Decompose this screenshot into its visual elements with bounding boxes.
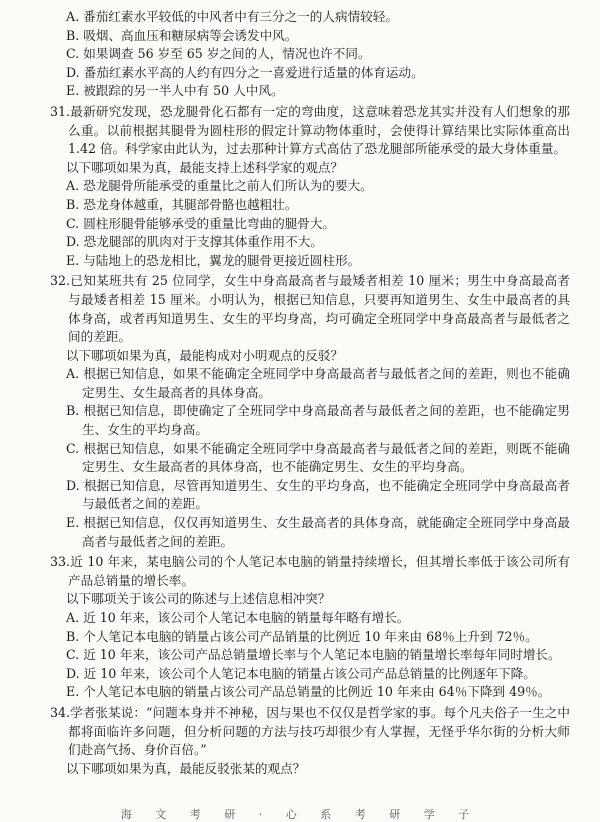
question-prompt: 以下哪项关于该公司的陈述与上述信息相冲突？ <box>66 591 331 607</box>
question-prompt: 以下哪项如果为真，最能支持上述科学家的观点？ <box>66 159 344 175</box>
option-e: E. 与陆地上的恐龙相比，翼龙的腿骨更接近圆柱形。 <box>66 252 361 268</box>
question-prompt: 以下哪项如果为真，最能反驳张某的观点？ <box>66 760 306 776</box>
prev-question-options <box>50 8 570 101</box>
option-b: B. 恐龙身体越重，其腿部骨骼也越粗壮。 <box>66 196 298 212</box>
option-e: E. 个人笔记本电脑的销量占该公司产品总销量的比例近 10 年来由 64％下降到 49％。 <box>66 684 551 700</box>
option-b: B. 个人笔记本电脑的销量占该公司产品销量的比例近 10 年来由 68％上升到 72％。 <box>66 628 538 644</box>
question-stem: 31.最新研究发现，恐龙腿骨化石都有一定的弯曲度，这意味着恐龙其实并没有人们想象的那么重。以前根据其腿骨为圆柱形的假定计算动物体重时，会使得计算结果比实际体重高出 1.42 倍。科学家由此认为，过去那种计算方式高估了恐龙腿部所能承受的最大身体重量。 <box>50 103 570 157</box>
option-b: B. 根据已知信息，即使确定了全班同学中身高最高者与最低者之间的差距，也不能确定男生、女生的平均身高。 <box>66 403 570 438</box>
exam-page <box>50 8 570 778</box>
option-c: C. 圆柱形腿骨能够承受的重量比弯曲的腿骨大。 <box>66 215 336 231</box>
option-d: D. 番茄红素水平高的人约有四分之一喜爱进行适量的体育运动。 <box>66 64 424 80</box>
option-e: E. 根据已知信息，仅仅再知道男生、女生最高者的具体身高，就能确定全班同学中身高最高者与最低者之间的差距。 <box>66 515 570 549</box>
option-b: B. 吸烟、高血压和糖尿病等会诱发中风。 <box>66 27 298 43</box>
option-c: C. 根据已知信息，如果不能确定全班同学中身高最高者与最低者之间的差距，则既不能确定男生、女生最高者的具体身高，也不能确定男生、女生的平均身高。 <box>66 440 570 475</box>
question-stem: 34.学者张某说：“问题本身并不神秘，因与果也不仅仅是哲学家的事。每个凡夫俗子一生之中都将面临许多问题，但分析问题的方法与技巧却很少有人掌握，无怪乎华尔街的分析大师们赴高气扬、身价百倍。” <box>50 704 570 758</box>
question-31 <box>50 103 570 270</box>
question-33 <box>50 553 570 702</box>
option-a: A. 根据已知信息，如果不能确定全班同学中身高最高者与最低者之间的差距，则也不能确定男生、女生最高者的具体身高。 <box>66 366 570 400</box>
option-c: C. 近 10 年来，该公司产品总销量增长率与个人笔记本电脑的销量增长率每年同时增长。 <box>66 647 561 663</box>
option-d: D. 近 10 年来，该公司个人笔记本电脑的销量占该公司产品总销量的比例逐年下降。 <box>66 665 536 681</box>
question-stem: 33.近 10 年来，某电脑公司的个人笔记本电脑的销量持续增长，但其增长率低于该公司所有产品总销量的增长率。 <box>50 554 570 588</box>
option-d: D. 根据已知信息，尽管再知道男生、女生的平均身高，也不能确定全班同学中身高最高者与最低者之间的差距。 <box>66 477 570 512</box>
question-34 <box>50 704 570 778</box>
option-c: C. 如果调查 56 岁至 65 岁之间的人，情况也许不同。 <box>66 46 371 62</box>
question-32 <box>50 272 570 551</box>
option-d: D. 恐龙腿部的肌肉对于支撑其体重作用不大。 <box>66 234 323 250</box>
option-a: A. 恐龙腿骨所能承受的重量比之前人们所认为的要大。 <box>66 178 373 194</box>
option-e: E. 被跟踪的另一半人中有 50 人中风。 <box>66 83 284 99</box>
option-a: A. 番茄红素水平较低的中风者中有三分之一的人病情较轻。 <box>66 9 398 24</box>
option-a: A. 近 10 年来，该公司个人笔记本电脑的销量每年略有增长。 <box>66 610 410 625</box>
question-stem: 32.已知某班共有 25 位同学，女生中身高最高者与最矮者相差 10 厘米；男生中身高最高者与最矮者相差 15 厘米。小明认为，根据已知信息，只要再知道男生、女生中最高者的具体身高，或者再知道男生、女生的平均身高，均可确定全班同学中身高最高者与最低者之间的差距。 <box>50 273 570 345</box>
page-footer: 海 文 考 研 · 心 系 考 研 学 子 <box>120 808 480 821</box>
question-prompt: 以下哪项如果为真，最能构成对小明观点的反驳？ <box>66 347 344 363</box>
